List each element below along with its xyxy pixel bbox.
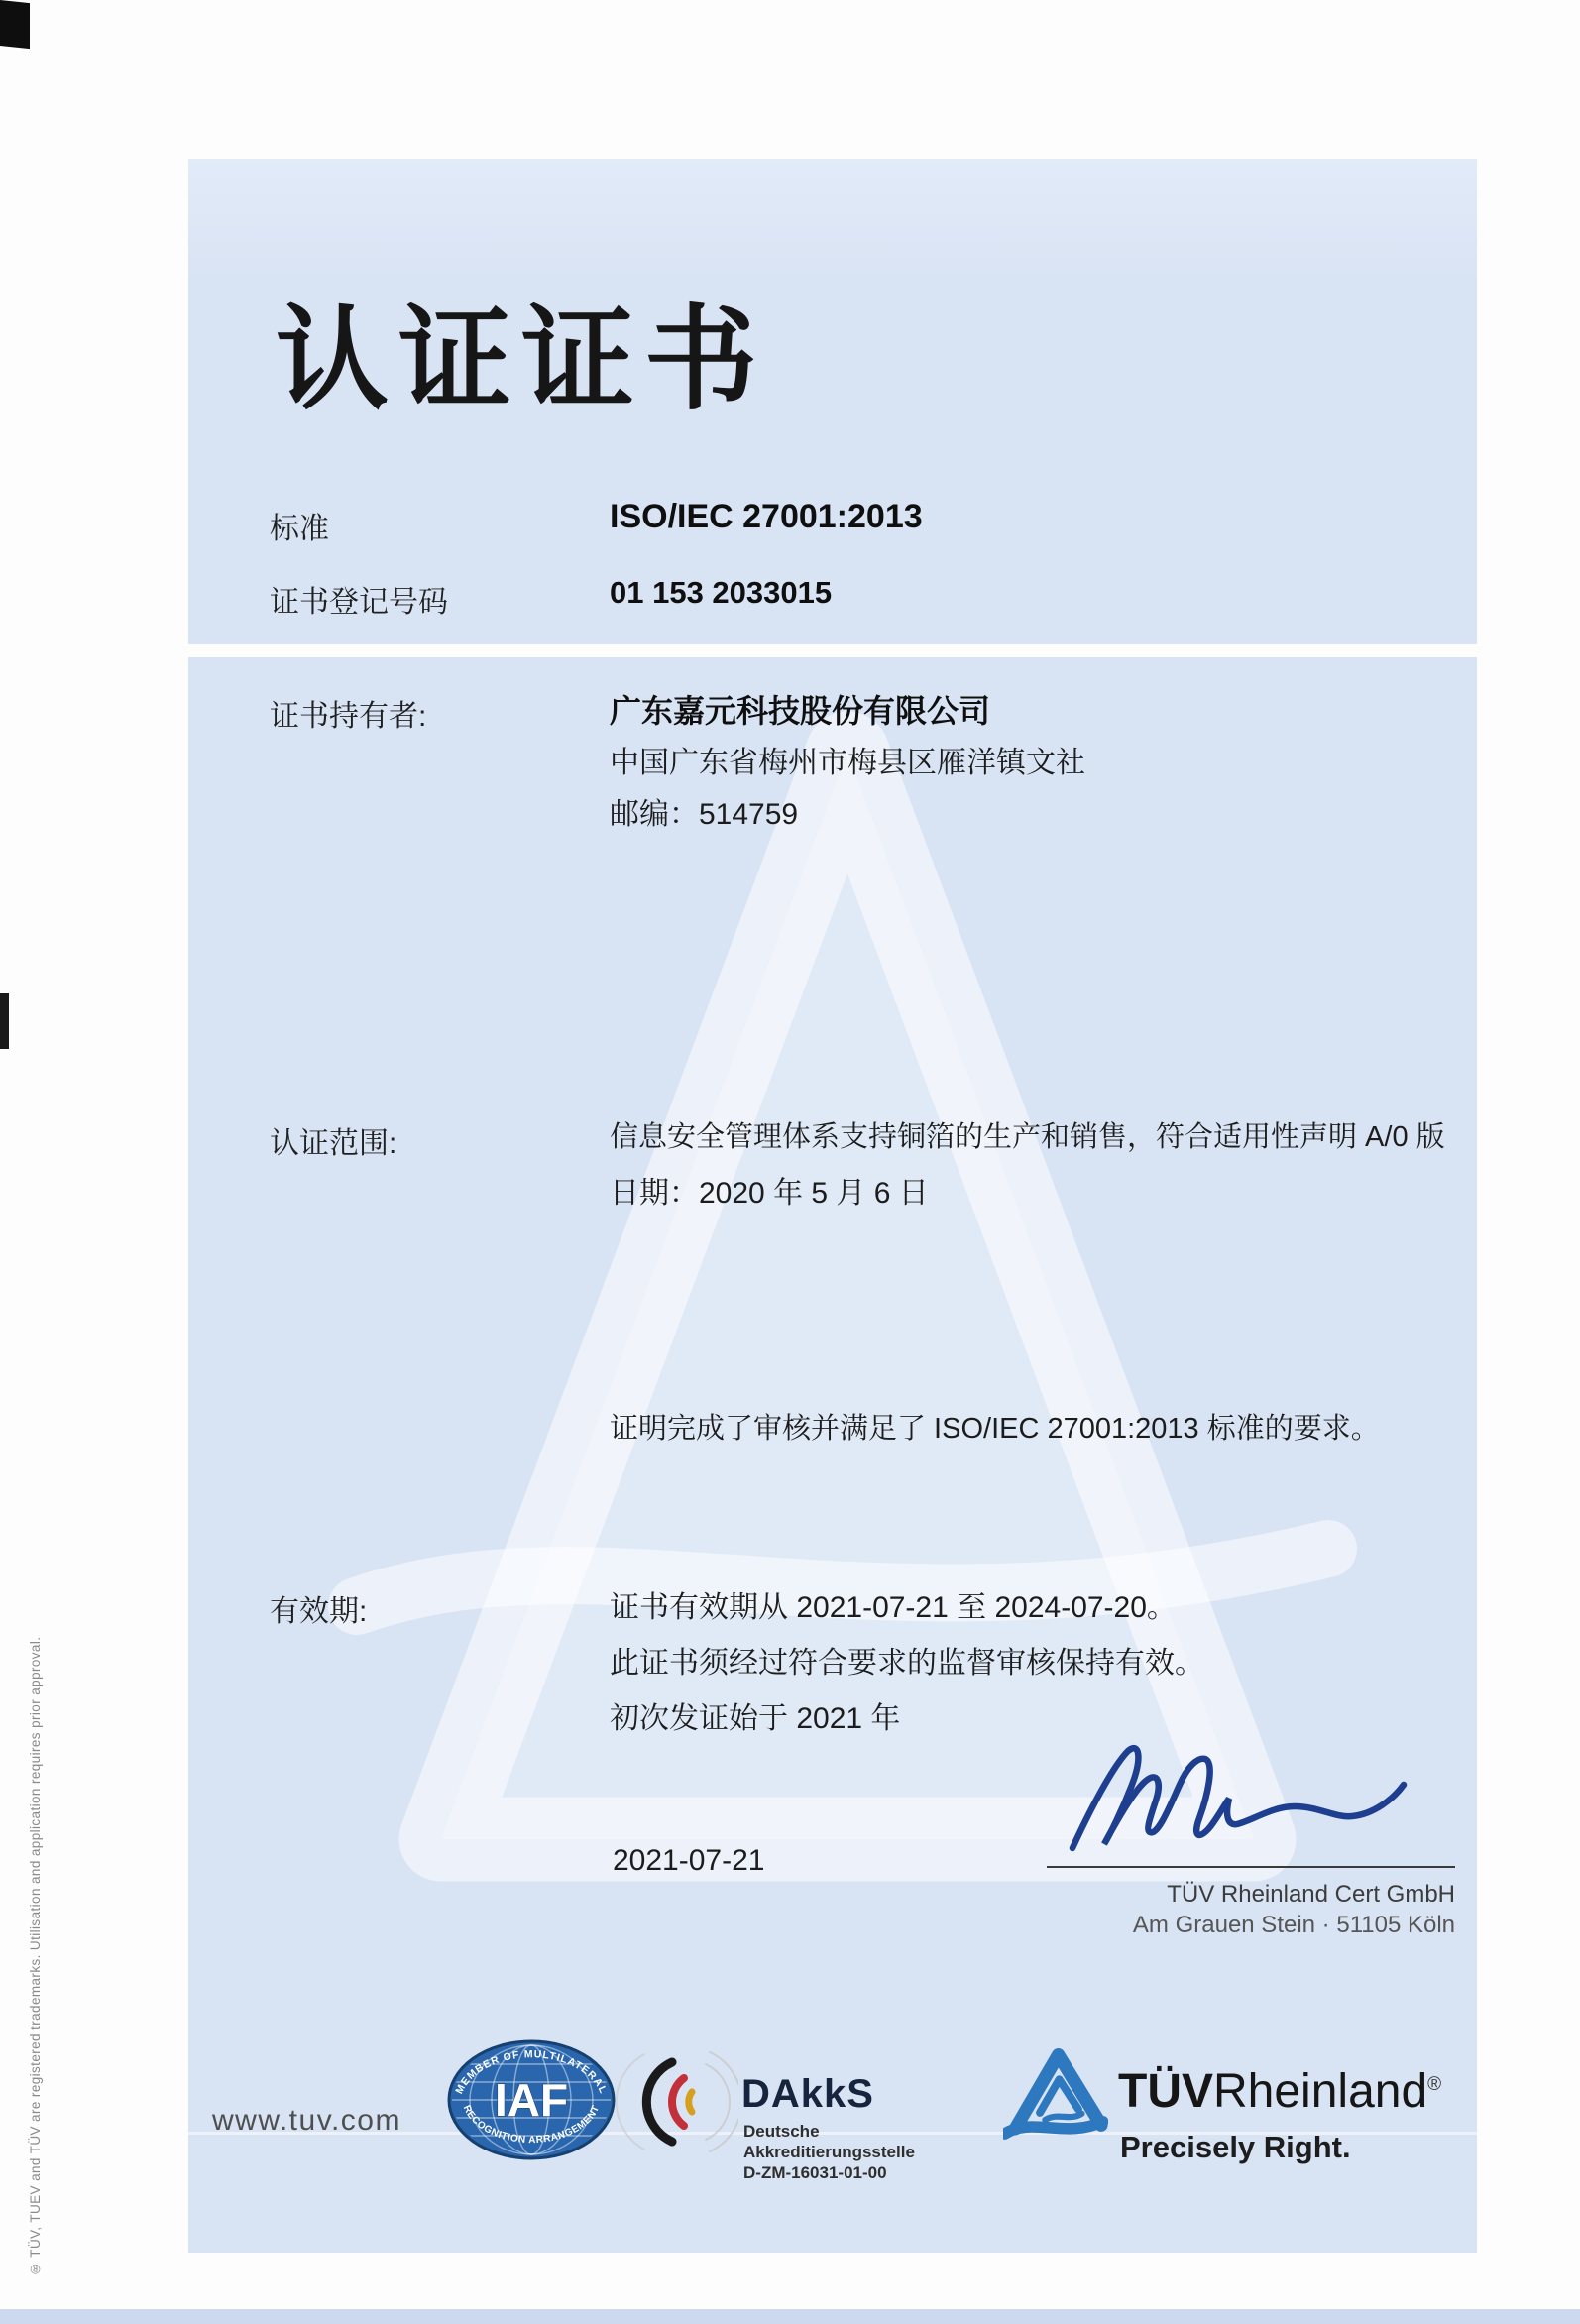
trademark-note: ® TÜV, TUEV and TÜV are registered trademarks. Utilisation and application requires prior approval. xyxy=(28,1636,43,2276)
holder-address: 中国广东省梅州市梅县区雁洋镇文社 xyxy=(610,747,1085,779)
dakks-accreditation-id: D-ZM-16031-01-00 xyxy=(743,2163,887,2182)
tuv-tagline: Precisely Right. xyxy=(1120,2130,1351,2164)
dakks-line2: Akkreditierungsstelle xyxy=(743,2143,915,2161)
iaf-top-text: MEMBER OF MULTILATERAL xyxy=(453,2048,610,2096)
holder-name: 广东嘉元科技股份有限公司 xyxy=(610,693,991,729)
audit-statement: 证明完成了审核并满足了 ISO/IEC 27001:2013 标准的要求。 xyxy=(610,1413,1380,1445)
tuv-triangle-icon xyxy=(1003,2042,1108,2151)
scan-artifact-corner xyxy=(0,0,30,49)
tuv-wordmark-regular: Rheinland xyxy=(1213,2065,1428,2118)
issuer-address: Am Grauen Stein · 51105 Köln xyxy=(1132,1912,1455,1938)
website-url: www.tuv.com xyxy=(212,2104,401,2137)
regno-label: 证书登记号码 xyxy=(270,586,448,619)
certificate-page xyxy=(188,159,1477,2253)
tuv-wordmark-bold: TÜV xyxy=(1118,2065,1213,2118)
section-divider xyxy=(188,644,1477,657)
validity-label: 有效期: xyxy=(270,1595,368,1628)
registered-mark: ® xyxy=(1427,2074,1442,2095)
iaf-logo xyxy=(446,2038,617,2161)
validity-line2: 此证书须经过符合要求的监督审核保持有效。 xyxy=(610,1647,1204,1680)
standard-label: 标准 xyxy=(270,513,329,545)
issue-date: 2021-07-21 xyxy=(613,1844,765,1877)
regno-value: 01 153 2033015 xyxy=(610,575,833,610)
scope-line1: 信息安全管理体系支持铜箔的生产和销售，符合适用性声明 A/0 版 xyxy=(610,1121,1445,1153)
signature xyxy=(1059,1723,1461,1870)
iaf-bottom-text: RECOGNITION ARRANGEMENT xyxy=(460,2103,603,2147)
dakks-wordmark: DAkkS xyxy=(741,2072,874,2116)
holder-label: 证书持有者: xyxy=(270,700,427,733)
dakks-line1: Deutsche xyxy=(743,2122,820,2141)
iaf-center-text: IAF xyxy=(494,2074,569,2126)
signature-line xyxy=(1047,1866,1455,1868)
issuer-name: TÜV Rheinland Cert GmbH xyxy=(1167,1881,1455,1908)
tuv-wordmark xyxy=(1118,2064,1441,2119)
scope-line2: 日期：2020 年 5 月 6 日 xyxy=(610,1177,929,1210)
scan-artifact-edge xyxy=(0,993,9,1049)
validity-line3: 初次发证始于 2021 年 xyxy=(610,1702,901,1735)
scope-label: 认证范围: xyxy=(270,1127,397,1160)
dakks-arcs-icon xyxy=(615,2040,738,2164)
scan-bottom-strip xyxy=(0,2309,1580,2324)
certificate-title: 认证证书 xyxy=(276,297,768,423)
standard-value: ISO/IEC 27001:2013 xyxy=(610,498,923,535)
holder-postcode: 邮编：514759 xyxy=(610,798,799,831)
validity-line1: 证书有效期从 2021-07-21 至 2024-07-20。 xyxy=(610,1591,1177,1624)
